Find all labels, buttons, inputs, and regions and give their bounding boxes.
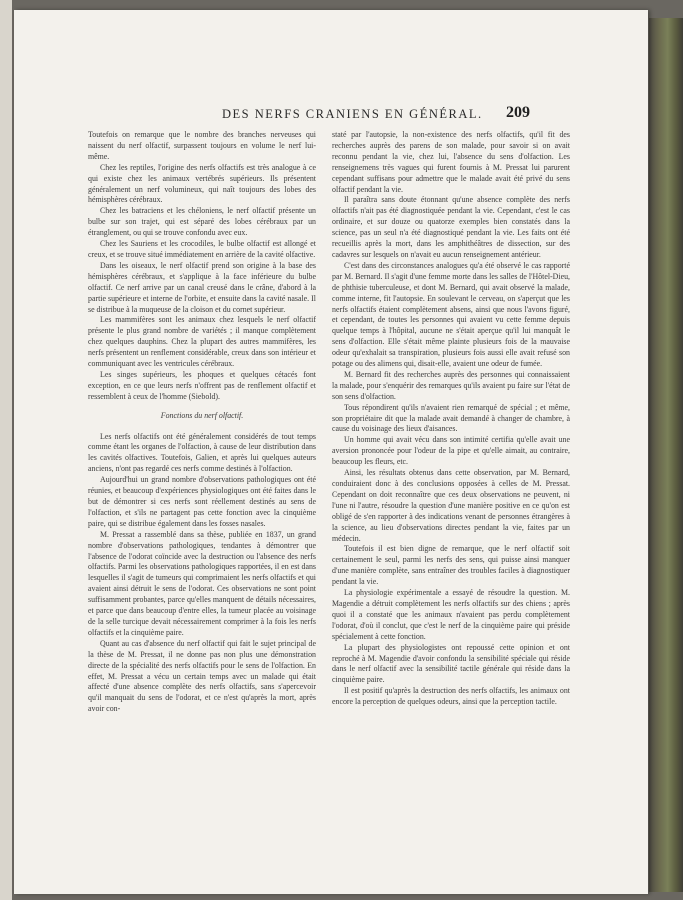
paragraph: Il paraîtra sans doute étonnant qu'une absence complète des nerfs olfactifs n'ait pas été diagnostiquée pendant la vie. Cependant, c'est le cas ordinaire, et sur douze ou quatorze exemples bien constatés dans la science, pas un seul n'a été diagnostiqué pendant la vie. Les faits ont été recueillis après la mort, dans les amphithéâtres de dissection, sur des cadavres sur lesquels on n'avait eu aucun renseignement antérieur. (332, 195, 570, 259)
paragraph: Dans les oiseaux, le nerf olfactif prend son origine à la base des hémisphères cérébraux, et s'applique à la face inférieure du bulbe olfactif. Ce nerf arrive par un canal creusé dans le crâne, d'abord à la partie supérieure et interne de l'orbite, et ensuite dans la cavité nasale. Il se distribue à la muqueuse de la cloison et du cornet supérieur. (88, 260, 316, 314)
paragraph: Chez les reptiles, l'origine des nerfs olfactifs est très analogue à ce qui existe chez les animaux vertébrés supérieurs. Ils présentent généralement un nerf volumineux, qui naît toujours des lobes des hémisphères cérébraux. (88, 162, 316, 205)
running-header (14, 102, 648, 124)
paragraph: Chez les Sauriens et les crocodiles, le bulbe olfactif est allongé et creux, et se trouve situé immédiatement en arrière de la cavité olfactive. (88, 239, 316, 259)
book-edge (649, 18, 683, 892)
paragraph: Tous répondirent qu'ils n'avaient rien remarqué de spécial ; et même, son propriétaire dit que la malade avait demandé à changer de chambre, à cause du voisinage des lieux d'aisances. (332, 402, 570, 434)
paragraph: staté par l'autopsie, la non-existence des nerfs olfactifs, qu'il fit des recherches auprès des parens de son malade, pour savoir si on avait reconnu pendant la vie, chez lui, l'absence du sens d'olfaction. Les renseignemens très vagues qui furent fournis à M. Pressat lui parurent cependant suffisans pour admettre que le malade avait été privé du sens olfactif pendant la vie. (332, 130, 570, 194)
paragraph: C'est dans des circonstances analogues qu'a été observé le cas rapporté par M. Bernard. Il s'agit d'une femme morte dans les salles de l'Hôtel-Dieu, de phthisie tuberculeuse, et dont M. Bernard, qui avait observé la malade, comme interne, fit l'autopsie. En soulevant le cerveau, on s'aperçut que les nerfs olfactifs étaient complètement absens, ainsi que nous l'avons figuré, et cependant, de toutes les personnes qui avaient vu cette femme depuis quelque temps à l'hôpital, aucune ne s'était aperçue qu'il lui manquât le sens d'olfaction. Elle s'était même plainte plusieurs fois de la mauvaise odeur qu'exhalait sa transpiration, plusieurs fois aussi elle avait refusé son potage ou des alimens qui, disait-elle, avaient une odeur de fumée. (332, 260, 570, 369)
paragraph: Il est positif qu'après la destruction des nerfs olfactifs, les animaux ont encore la perception de quelques odeurs, ainsi que la perception tactile. (332, 686, 570, 707)
paragraph: Toutefois on remarque que le nombre des branches nerveuses qui naissent du nerf olfactif, surpassent toujours en volume le nerf lui-même. (88, 130, 316, 161)
paragraph: M. Bernard fit des recherches auprès des personnes qui connaissaient la malade, pour s'enquérir des remarques qu'ils avaient pu faire sur l'état de son sens d'olfaction. (332, 369, 570, 401)
paragraph: La plupart des physiologistes ont repoussé cette opinion et ont reproché à M. Magendie d'avoir confondu la sensibilité spéciale qui réside dans le nerf olfactif avec la sensibilité tactile générale qui réside dans la cinquième paire. (332, 642, 570, 685)
paragraph: Les singes supérieurs, les phoques et quelques cétacés font exception, en ce que leurs nerfs n'offrent pas de renflement olfactif et ressemblent à ceux de l'homme (Siebold). (88, 369, 316, 401)
running-title: DES NERFS CRANIENS EN GÉNÉRAL. (222, 107, 483, 121)
adjacent-page-edge (0, 0, 12, 900)
book-page (14, 10, 648, 894)
page-number: 209 (506, 104, 530, 121)
right-text-column (332, 130, 570, 708)
paragraph: Chez les batraciens et les chéloniens, le nerf olfactif présente un bulbe sur son trajet, qui est séparé des lobes cérébraux par un étranglement, ou qui se trouve confondu avec eux. (88, 206, 316, 238)
paragraph: Les mammifères sont les animaux chez lesquels le nerf olfactif présente le plus grand nombre de variétés ; il manque complètement chez quelques dauphins. Chez la plupart des autres mammifères, les nerfs présentent un renflement considérable, creux dans son intérieur et communiquant avec les ventricules cérébraux. (88, 315, 316, 369)
paragraph: Toutefois il est bien digne de remarque, que le nerf olfactif soit certainement le seul, parmi les nerfs des sens, qui puisse ainsi manquer d'une manière complète, sans entraîner des troubles faciles à diagnostiquer pendant la vie. (332, 544, 570, 587)
paragraph: Un homme qui avait vécu dans son intimité certifia qu'elle avait une aversion prononcée pour l'odeur de la pipe et qu'elle aimait, au contraire, beaucoup les fleurs, etc. (332, 435, 570, 467)
paragraph: Quant au cas d'absence du nerf olfactif qui fait le sujet principal de la thèse de M. Pressat, il ne donne pas non plus une démonstration directe de la spécialité des nerfs olfactifs pour le sens de l'olfaction. En effet, M. Pressat a vécu un certain temps avec un malade qui était affecté d'une absence complète des nerfs olfactifs, sans s'apercevoir qu'il manquait du sens de l'odorat, et ce n'est qu'après la mort, après avoir con- (88, 638, 316, 714)
left-text-column (88, 130, 316, 715)
paragraph: Les nerfs olfactifs ont été généralement considérés de tout temps comme étant les organes de l'olfaction, à cause de leur distribution dans les cavités olfactives. Toutefois, Galien, et après lui quelques auteurs anciens, n'ont pas regardé ces nerfs comme destinés à l'olfaction. (88, 431, 316, 474)
paragraph: Ainsi, les résultats obtenus dans cette observation, par M. Bernard, conduiraient donc à des conclusions opposées à celles de M. Pressat. Cependant on doit reconnaître que ces deux observations ne peuvent, ni l'une ni l'autre, résoudre la question d'une manière positive en ce qu'on est obligé de s'en rapporter à des indications venant de personnes étrangères à la science, au lieu d'observations directes pendant la vie, faites par un médecin. (332, 468, 570, 543)
paragraph: Aujourd'hui un grand nombre d'observations pathologiques ont été réunies, et beaucoup d'expériences physiologiques ont été faites dans le but de démontrer si ces nerfs sont réellement destinés au sens de l'olfaction, et s'ils ne partagent pas cette fonction avec la cinquième paire, qui se distribue également dans les fosses nasales. (88, 475, 316, 528)
paragraph: La physiologie expérimentale a essayé de résoudre la question. M. Magendie a détruit complètement les nerfs olfactifs sur des chiens ; après quoi il a constaté que les animaux n'avaient pas perdu complètement l'odorat, d'où il conclut, que c'est le nerf de la cinquième paire qui préside spécialement à cette fonction. (332, 588, 570, 641)
section-subheading: Fonctions du nerf olfactif. (160, 410, 244, 420)
paragraph: M. Pressat a rassemblé dans sa thèse, publiée en 1837, un grand nombre d'observations pathologiques, tendantes à démontrer que l'absence de l'odorat coïncide avec la destruction ou l'absence des nerfs olfactifs. Parmi les observations pathologiques rapportées, il en est dans lesquelles il s'agit de tumeurs qui comprimaient les nerfs olfactifs et qui avaient ainsi détruit le sens de l'odorat. Ces observations ne sont point suffisamment probantes, parce qu'elles manquent de détails nécessaires, et parce que dans beaucoup d'entre elles, la tumeur placée au voisinage de la selle turcique devait nécessairement comprimer à la fois les nerfs olfactifs et la cinquième paire. (88, 529, 316, 637)
